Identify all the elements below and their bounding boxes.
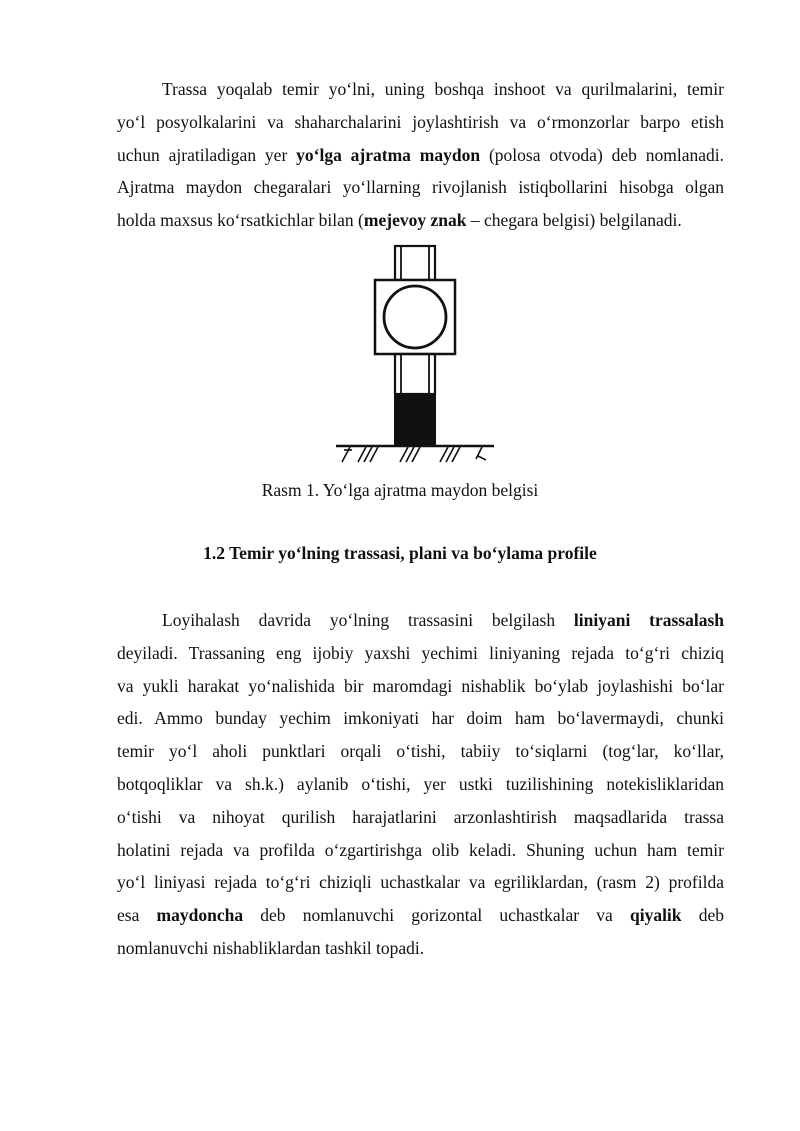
text-line: esa maydoncha deb nomlanuvchi gorizontal uchastkalar va qiyalik deb — [117, 905, 724, 926]
paragraph-road-allocation — [117, 73, 724, 237]
paragraph-route-tracing — [117, 604, 724, 965]
text-line: yo‘l posyolkalarini va shaharchalarini joylashtirish va o‘rmonzorlar barpo etish — [117, 111, 724, 132]
text-line: uchun ajratiladigan yer yo‘lga ajratma maydon (polosa otvoda) deb nomlanadi. — [117, 144, 724, 165]
term-boundary-sign: mejevoy znak — [363, 210, 467, 231]
text-line: Loyihalash davrida yo‘lning trassasini belgilash liniyani trassalash — [162, 610, 724, 630]
text-line: botqoqliklar va sh.k.) aylanib o‘tishi, yer ustki tuzilishining notekisliklaridan — [117, 773, 724, 794]
text-line: Trassa yoqalab temir yo‘lni, uning boshqa inshoot va qurilmalarini, temir — [162, 79, 724, 99]
text-line: holda maxsus ko‘rsatkichlar bilan (mejevoy znak – chegara belgisi) belgilanadi. — [117, 210, 682, 231]
term-slope: qiyalik — [629, 905, 682, 926]
term-road-allocation: yo‘lga ajratma maydon — [296, 144, 481, 165]
text-line: holatini rejada va profilda o‘zgartirishga olib keladi. Shuning uchun ham temir — [117, 839, 724, 860]
text-line: nomlanuvchi nishabliklardan tashkil topadi. — [117, 937, 425, 958]
term-line-tracing: liniyani trassalash — [573, 610, 724, 630]
text-line: temir yo‘l aholi punktlari orqali o‘tishi, tabiiy to‘siqlarni (tog‘lar, ko‘llar, — [117, 741, 724, 762]
text-line: edi. Ammo bunday yechim imkoniyati har doim ham bo‘lavermaydi, chunki — [117, 708, 724, 729]
text-line: yo‘l liniyasi rejada to‘g‘ri chiziqli uchastkalar va egriliklardan, (rasm 2) profilda — [117, 872, 724, 893]
term-platform: maydoncha — [156, 905, 244, 926]
text-line: Ajratma maydon chegaralari yo‘llarning rivojlanish istiqbollarini hisobga olgan — [117, 177, 724, 198]
section-heading: 1.2 Temir yo‘lning trassasi, plani va bo‘ylama profile — [203, 543, 597, 563]
text-line: deyiladi. Trassaning eng ijobiy yaxshi yechimi liniyaning rejada to‘g‘ri chiziq — [117, 642, 724, 663]
text-line: o‘tishi va nihoyat qurilish harajatlarini arzonlashtirish maqsadlarida trassa — [117, 806, 724, 827]
text-line: va yukli harakat yo‘nalishida bir maromdagi nishablik bo‘ylab joylashishi bo‘lar — [117, 675, 724, 696]
boundary-sign-figure — [330, 244, 500, 469]
figure-caption: Rasm 1. Yo‘lga ajratma maydon belgisi — [261, 480, 539, 500]
